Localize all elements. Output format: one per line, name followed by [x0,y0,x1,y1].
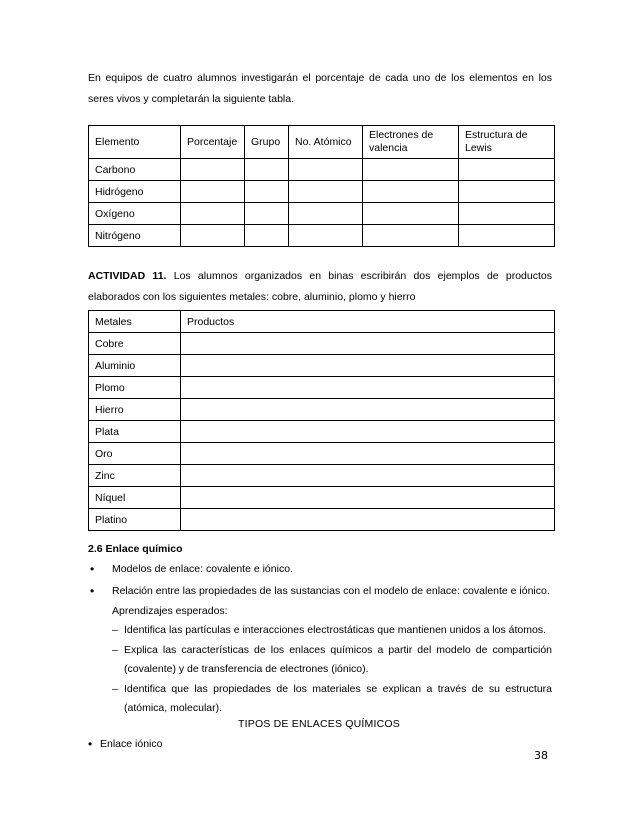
actividad-line-1 [88,266,552,287]
empty-cell[interactable] [181,333,555,355]
bullet-text: Enlace iónico [100,738,163,750]
element-cell: Oxígeno [89,203,181,225]
header-electrones-valencia: Electrones de valencia [363,126,459,159]
empty-cell[interactable] [459,203,555,225]
empty-cell[interactable] [289,203,363,225]
empty-cell[interactable] [459,225,555,247]
header-porcentaje: Porcentaje [181,126,245,159]
actividad-label: ACTIVIDAD 11. [88,270,167,282]
empty-cell[interactable] [181,225,245,247]
empty-cell[interactable] [363,181,459,203]
header-grupo: Grupo [245,126,289,159]
header-elemento: Elemento [89,126,181,159]
empty-cell[interactable] [181,421,555,443]
dash-icon: – [112,644,118,656]
empty-cell[interactable] [181,509,555,531]
element-cell: Hidrógeno [89,181,181,203]
actividad-line-2: elaborados con los siguientes metales: cobre, aluminio, plomo y hierro [88,291,416,303]
bullet-text: Modelos de enlace: covalente e iónico. [112,563,293,575]
header-productos: Productos [181,311,555,333]
empty-cell[interactable] [245,159,289,181]
empty-cell[interactable] [181,399,555,421]
table-row [89,377,555,399]
table-row [89,443,555,465]
empty-cell[interactable] [289,225,363,247]
section-heading: 2.6 Enlace químico [88,543,183,555]
dash-icon: – [112,624,118,636]
bullet-icon: • [88,737,93,751]
empty-cell[interactable] [181,203,245,225]
dash-icon: – [112,683,118,695]
metal-cell: Oro [89,443,181,465]
table-row [89,203,555,225]
metal-cell: Zinc [89,465,181,487]
header-estructura-lewis: Estructura de Lewis [459,126,555,159]
dash-text: Identifica las partículas e interacciones electrostáticas que mantienen unidos a los átomos. [124,624,546,636]
empty-cell[interactable] [181,181,245,203]
metal-cell: Cobre [89,333,181,355]
bullet-icon: • [90,562,95,576]
elements-table [88,125,555,247]
metal-cell: Plomo [89,377,181,399]
dash-text: Identifica que las propiedades de los materiales se explican a través de su estructura [124,683,552,695]
table-row [89,487,555,509]
empty-cell[interactable] [245,225,289,247]
empty-cell[interactable] [245,181,289,203]
empty-cell[interactable] [289,181,363,203]
dash-text: Explica las características de los enlaces químicos a partir del modelo de compartición [124,644,552,656]
intro-line-2: seres vivos y completarán la siguiente tabla. [88,93,295,105]
element-cell: Nitrógeno [89,225,181,247]
intro-line-1: En equipos de cuatro alumnos investigarán el porcentaje de cada uno de los elementos en los [88,72,552,84]
actividad-line-1-text: Los alumnos organizados en binas escribirán dos ejemplos de productos [173,270,552,282]
metals-table [88,310,555,531]
header-no-atomico: No. Atómico [289,126,363,159]
aprendizajes-label: Aprendizajes esperados: [112,605,228,617]
types-title: TIPOS DE ENLACES QUÍMICOS [238,718,400,730]
metal-cell: Aluminio [89,355,181,377]
metal-cell: Plata [89,421,181,443]
intro-paragraph [88,68,552,110]
header-metales: Metales [89,311,181,333]
empty-cell[interactable] [363,159,459,181]
dash-text: (covalente) y de transferencia de electrones (iónico). [124,663,369,675]
page-number: 38 [534,749,548,762]
table-row [89,159,555,181]
table-row [89,181,555,203]
empty-cell[interactable] [181,377,555,399]
metal-cell: Platino [89,509,181,531]
table-row [89,333,555,355]
table-row [89,465,555,487]
table-row [89,225,555,247]
metal-cell: Hierro [89,399,181,421]
metals-table-header-row [89,311,555,333]
bullet-text: Relación entre las propiedades de las sustancias con el modelo de enlace: covalente e iónico. [112,585,550,597]
empty-cell[interactable] [181,355,555,377]
empty-cell[interactable] [363,203,459,225]
empty-cell[interactable] [363,225,459,247]
empty-cell[interactable] [181,159,245,181]
empty-cell[interactable] [459,181,555,203]
table-row [89,509,555,531]
elements-table-header-row [89,126,555,159]
metal-cell: Níquel [89,487,181,509]
empty-cell[interactable] [181,465,555,487]
table-row [89,421,555,443]
element-cell: Carbono [89,159,181,181]
bullet-icon: • [90,584,95,598]
empty-cell[interactable] [181,487,555,509]
empty-cell[interactable] [289,159,363,181]
dash-text: (atómica, molecular). [124,702,223,714]
table-row [89,399,555,421]
table-row [89,355,555,377]
actividad-paragraph [88,266,552,308]
empty-cell[interactable] [181,443,555,465]
empty-cell[interactable] [459,159,555,181]
empty-cell[interactable] [245,203,289,225]
